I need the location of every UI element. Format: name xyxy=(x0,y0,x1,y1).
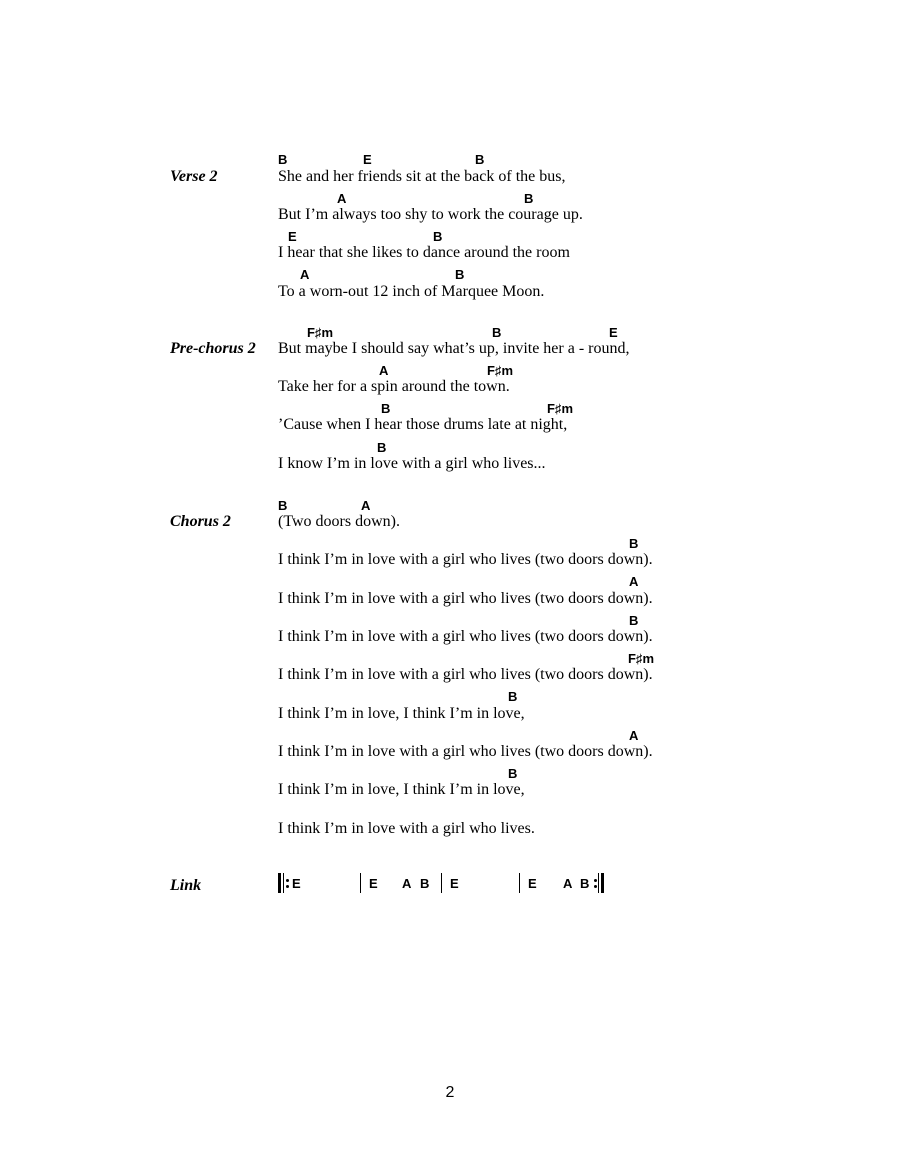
chord: B xyxy=(508,689,518,704)
chord: B xyxy=(278,152,288,167)
bar-line xyxy=(519,873,520,893)
lyric-line: I think I’m in love with a girl who lives (two doors down). xyxy=(278,551,653,568)
chord: A xyxy=(361,498,371,513)
repeat-start-thick-bar xyxy=(278,873,281,893)
link-chord: B xyxy=(580,876,590,891)
lyric-line: To a worn-out 12 inch of Marquee Moon. xyxy=(278,283,545,300)
lyric-line: I know I’m in love with a girl who lives... xyxy=(278,455,546,472)
chord: F♯m xyxy=(307,325,333,340)
chord: B xyxy=(475,152,485,167)
lyric-line: I think I’m in love with a girl who lives (two doors down). xyxy=(278,590,653,607)
chord: B xyxy=(492,325,502,340)
section-label-link: Link xyxy=(170,877,202,894)
chord: B xyxy=(524,191,534,206)
lyric-line: She and her friends sit at the back of the bus, xyxy=(278,168,566,185)
bar-line xyxy=(360,873,361,893)
lyric-line: I think I’m in love, I think I’m in love, xyxy=(278,781,525,798)
page-number: 2 xyxy=(445,1084,455,1101)
chord: B xyxy=(629,536,639,551)
chord: A xyxy=(300,267,310,282)
chord: B xyxy=(377,440,387,455)
repeat-start-dots xyxy=(286,873,289,893)
lyric-line: I think I’m in love with a girl who lives (two doors down). xyxy=(278,666,653,683)
chord: A xyxy=(337,191,347,206)
lyric-line: I think I’m in love with a girl who lives. xyxy=(278,820,535,837)
chord: E xyxy=(363,152,372,167)
chord: F♯m xyxy=(487,363,513,378)
lyric-line: I think I’m in love with a girl who lives (two doors down). xyxy=(278,743,653,760)
lyric-line: (Two doors down). xyxy=(278,513,400,530)
lyric-line: But maybe I should say what’s up, invite her a - round, xyxy=(278,340,630,357)
section-label-verse-2: Verse 2 xyxy=(170,168,218,185)
section-label-chorus-2: Chorus 2 xyxy=(170,513,231,530)
chord: B xyxy=(508,766,518,781)
link-chord: A xyxy=(402,876,412,891)
link-chord: E xyxy=(528,876,537,891)
chord: B xyxy=(278,498,288,513)
link-chord: E xyxy=(369,876,378,891)
link-chord: B xyxy=(420,876,430,891)
chord: F♯m xyxy=(628,651,654,666)
repeat-start-thin-bar xyxy=(283,873,284,893)
repeat-end-dots xyxy=(594,873,597,893)
bar-line xyxy=(441,873,442,893)
chord: E xyxy=(288,229,297,244)
repeat-end-thin-bar xyxy=(598,873,599,893)
chord: E xyxy=(609,325,618,340)
chord: A xyxy=(629,574,639,589)
link-chord: A xyxy=(563,876,573,891)
link-chord: E xyxy=(292,876,301,891)
chord: B xyxy=(433,229,443,244)
repeat-end-thick-bar xyxy=(601,873,604,893)
chord: B xyxy=(455,267,465,282)
chord: A xyxy=(629,728,639,743)
lyric-line: I think I’m in love with a girl who lives (two doors down). xyxy=(278,628,653,645)
link-chord: E xyxy=(450,876,459,891)
chord: B xyxy=(629,613,639,628)
chord: A xyxy=(379,363,389,378)
section-label-pre-chorus-2: Pre-chorus 2 xyxy=(170,340,256,357)
lyric-line: ’Cause when I hear those drums late at night, xyxy=(278,416,568,433)
chord: B xyxy=(381,401,391,416)
lyric-line: I hear that she likes to dance around the room xyxy=(278,244,570,261)
lyric-line: But I’m always too shy to work the courage up. xyxy=(278,206,583,223)
chord: F♯m xyxy=(547,401,573,416)
lyric-line: I think I’m in love, I think I’m in love, xyxy=(278,705,525,722)
lyric-line: Take her for a spin around the town. xyxy=(278,378,510,395)
